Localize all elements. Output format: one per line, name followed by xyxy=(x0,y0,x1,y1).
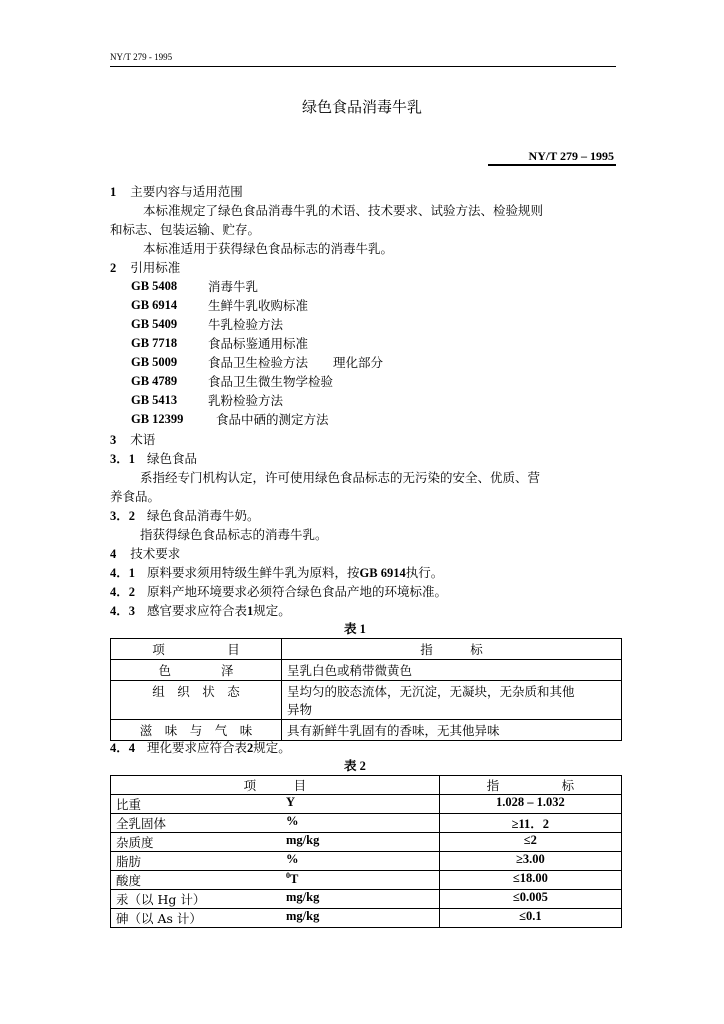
table-2-header-value: 指 标 xyxy=(439,776,621,795)
reference-name: 消毒牛乳 xyxy=(208,279,259,294)
table-row xyxy=(111,890,622,909)
table-2-unit: % xyxy=(281,852,439,871)
table-2-value: ≥11．2 xyxy=(439,814,621,833)
table-1-item: 滋 味 与 气 味 xyxy=(111,720,282,741)
section-3-1-heading: 3．1 绿色食品 xyxy=(110,451,198,466)
table-2-value: 1.028 – 1.032 xyxy=(439,795,621,814)
reference-name: 乳粉检验方法 xyxy=(208,393,284,408)
section-3-2-heading: 3．2 绿色食品消毒牛奶。 xyxy=(110,508,260,523)
reference-name: 食品标鉴通用标准 xyxy=(208,336,309,351)
table-2-value: ≤0.005 xyxy=(439,890,621,909)
header-rule xyxy=(110,66,616,67)
table-2-item: 酸度 xyxy=(111,871,282,890)
table-2-value: ≤0.1 xyxy=(439,909,621,928)
table-2-item: 全乳固体 xyxy=(111,814,282,833)
running-header: NY/T 279 - 1995 xyxy=(110,52,173,62)
standard-code: NY/T 279 – 1995 xyxy=(528,149,614,163)
section-3-2-text: 指获得绿色食品标志的消毒牛乳。 xyxy=(140,527,328,542)
reference-name: 食品卫生微生物学检验 xyxy=(208,374,334,389)
reference-code: GB 7718 xyxy=(131,336,178,350)
table-2-item: 砷（以 As 计） xyxy=(111,909,282,928)
table-2-item: 杂质度 xyxy=(111,833,282,852)
table-1-item: 组 织 状 态 xyxy=(111,681,282,720)
reference-name: 食品中硒的测定方法 xyxy=(216,412,329,427)
table-2-item: 脂肪 xyxy=(111,852,282,871)
table-2-header-row xyxy=(111,776,622,795)
table-2-unit: mg/kg xyxy=(281,833,439,852)
table-2-value: ≥3.00 xyxy=(439,852,621,871)
code-rule xyxy=(488,164,616,166)
table-2-unit: mg/kg xyxy=(281,890,439,909)
section-4-2: 4．2 原料产地环境要求必须符合绿色食品产地的环境标准。 xyxy=(110,584,448,599)
degree-superscript: 0 xyxy=(286,871,290,880)
section-4-3: 4．3 感官要求应符合表1规定。 xyxy=(110,603,291,618)
table-1-value: 呈均匀的胶态流体，无沉淀，无凝块，无杂质和其他 异物 xyxy=(282,681,622,720)
section-3-1-text-b: 养食品。 xyxy=(110,489,161,504)
table-row xyxy=(111,681,622,720)
reference-name: 生鲜牛乳收购标准 xyxy=(208,298,309,313)
reference-code: GB 5413 xyxy=(131,393,178,407)
section-4-heading: 4 技术要求 xyxy=(110,546,181,561)
table-row xyxy=(111,871,622,890)
table-1 xyxy=(110,638,622,741)
table-2-unit: % xyxy=(281,814,439,833)
table-2 xyxy=(110,775,622,928)
section-4-4: 4．4 理化要求应符合表2规定。 xyxy=(110,740,291,755)
table-row xyxy=(111,833,622,852)
reference-code: GB 6914 xyxy=(131,298,178,312)
table-2-unit: Y xyxy=(281,795,439,814)
table-row xyxy=(111,795,622,814)
reference-code: GB 4789 xyxy=(131,374,178,388)
table-2-unit: mg/kg xyxy=(281,909,439,928)
unit-text: T xyxy=(290,872,299,887)
table-row xyxy=(111,660,622,681)
table-1-header-item: 项 目 xyxy=(111,639,282,660)
section-3-heading: 3 术语 xyxy=(110,432,156,447)
table-row xyxy=(111,852,622,871)
table-1-value: 呈乳白色或稍带微黄色 xyxy=(282,660,622,681)
table-1-header-row xyxy=(111,639,622,660)
reference-code: GB 5408 xyxy=(131,279,178,293)
table-row xyxy=(111,909,622,928)
section-1-para-1a: 本标准规定了绿色食品消毒牛乳的术语、技术要求、试验方法、检验规则 xyxy=(143,203,544,218)
table-1-item: 色 泽 xyxy=(111,660,282,681)
table-1-header-value: 指 标 xyxy=(282,639,622,660)
table-2-header-item: 项 目 xyxy=(111,776,440,795)
section-4-1: 4．1 原料要求须用特级生鲜牛乳为原料，按GB 6914执行。 xyxy=(110,565,444,580)
table-1-caption: 表 1 xyxy=(344,622,366,636)
table-2-caption: 表 2 xyxy=(344,759,366,773)
reference-code: GB 5009 xyxy=(131,355,178,369)
reference-name: 食品卫生检验方法 理化部分 xyxy=(208,355,384,370)
table-2-item: 比重 xyxy=(111,795,282,814)
section-2-heading: 2 引用标准 xyxy=(110,260,181,275)
document-title: 绿色食品消毒牛乳 xyxy=(301,98,422,116)
reference-name: 牛乳检验方法 xyxy=(208,317,284,332)
table-row xyxy=(111,814,622,833)
table-2-value: ≤2 xyxy=(439,833,621,852)
table-2-item: 汞（以 Hg 计） xyxy=(111,890,282,909)
section-1-para-1b: 和标志、包装运输、贮存。 xyxy=(110,222,261,237)
reference-code: GB 5409 xyxy=(131,317,178,331)
section-1-para-2: 本标准适用于获得绿色食品标志的消毒牛乳。 xyxy=(143,241,394,256)
section-1-heading: 1 主要内容与适用范围 xyxy=(110,184,243,199)
reference-code: GB 12399 xyxy=(131,412,184,426)
table-2-value: ≤18.00 xyxy=(439,871,621,890)
table-2-unit xyxy=(281,871,439,890)
table-1-value: 具有新鲜牛乳固有的香味，无其他异味 xyxy=(282,720,622,741)
section-3-1-text-a: 系指经专门机构认定，许可使用绿色食品标志的无污染的安全、优质、营 xyxy=(140,470,541,485)
